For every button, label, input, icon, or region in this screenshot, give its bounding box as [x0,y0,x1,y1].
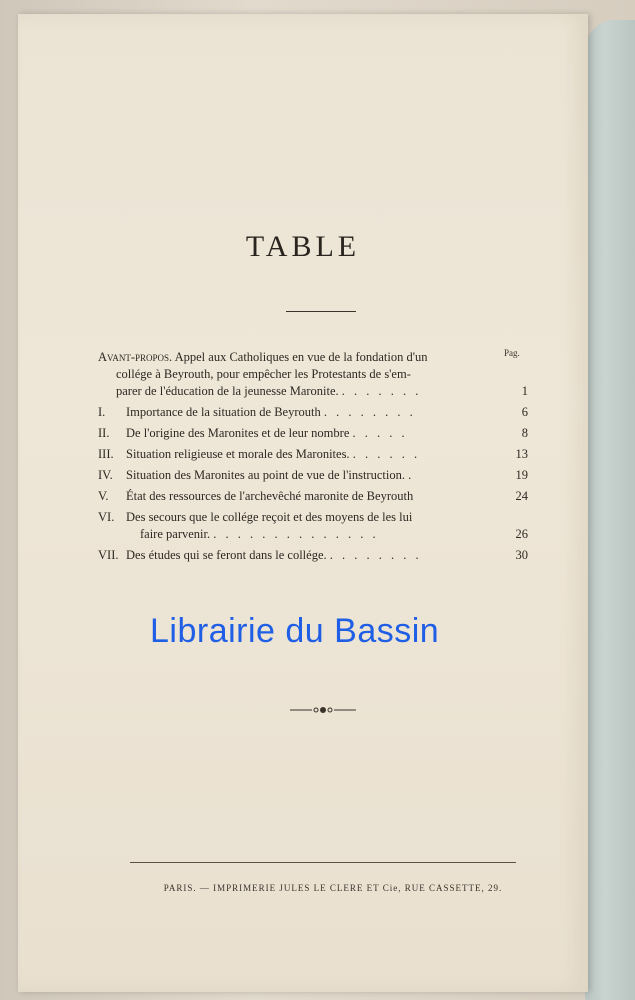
toc-entry-text: collége à Beyrouth, pour empêcher les Protestants de s'em- [116,367,411,381]
book-cover-edge [585,20,635,1000]
toc-leader-dots: . [408,468,415,482]
toc-entry [98,467,528,484]
table-of-contents [98,349,528,568]
title-rule [286,311,356,312]
page-title: TABLE [245,230,361,263]
toc-page-number: 1 [521,384,528,398]
toc-leader-dots: . . . . . [352,426,408,440]
toc-entry-lead: Avant-propos. [98,350,173,364]
toc-entry [98,404,528,421]
toc-entry-number: VII. [98,548,119,562]
toc-entry-text: Importance de la situation de Beyrouth [126,405,321,419]
toc-entry [98,509,528,543]
toc-entry-text: État des ressources de l'archevêché maronite de Beyrouth [126,489,414,503]
toc-leader-dots: . . . . . . . . [323,405,416,419]
printer-imprint: PARIS. — IMPRIMERIE JULES LE CLERE ET Cie, RUE CASSETTE, 29. [163,883,503,893]
toc-entry-text: De l'origine des Maronites et de leur nombre [126,426,350,440]
toc-page-number: 8 [521,426,528,440]
toc-entry-text: faire parvenir. [140,527,211,541]
toc-entry [98,425,528,442]
toc-entry-number: V. [98,489,109,503]
toc-page-number: 13 [515,447,528,461]
toc-entry-text: Situation des Maronites au point de vue de l'instruction. [126,468,405,482]
toc-entry-text: Appel aux Catholiques en vue de la fondation d'un [172,350,428,364]
watermark: Librairie du Bassin [150,612,440,650]
toc-page-number: 30 [515,548,528,562]
toc-entry-number: IV. [98,468,113,482]
toc-leader-dots: . . . . . . . [341,384,422,398]
ornament-divider-icon [288,704,358,716]
toc-leader-dots: . . . . . . [352,447,421,461]
toc-entry-number: II. [98,426,110,440]
toc-page-number: 26 [515,527,528,541]
toc-entry-text: Des études qui se feront dans le collége. [126,548,327,562]
toc-entry-number: I. [98,405,106,419]
toc-leader-dots: . . . . . . . . [329,548,422,562]
toc-entry-text: Des secours que le collége reçoit et des moyens de les lui [126,510,413,524]
toc-entry-avant-propos [98,349,528,400]
footer-rule [130,862,516,863]
toc-leader-dots: . . . . . . . . . . . . . . [213,527,379,541]
toc-entry-text: parer de l'éducation de la jeunesse Maronite. [116,384,339,398]
toc-page-number: 19 [515,468,528,482]
toc-entry [98,488,528,505]
toc-entry [98,547,528,564]
toc-entry-text: Situation religieuse et morale des Maronites. [126,447,350,461]
toc-entry [98,446,528,463]
page-column-label: Pag. [504,348,520,358]
toc-entry-number: III. [98,447,114,461]
toc-page-number: 6 [521,405,528,419]
book-page [18,14,588,992]
toc-entry-number: VI. [98,510,115,524]
toc-page-number: 24 [515,489,528,503]
